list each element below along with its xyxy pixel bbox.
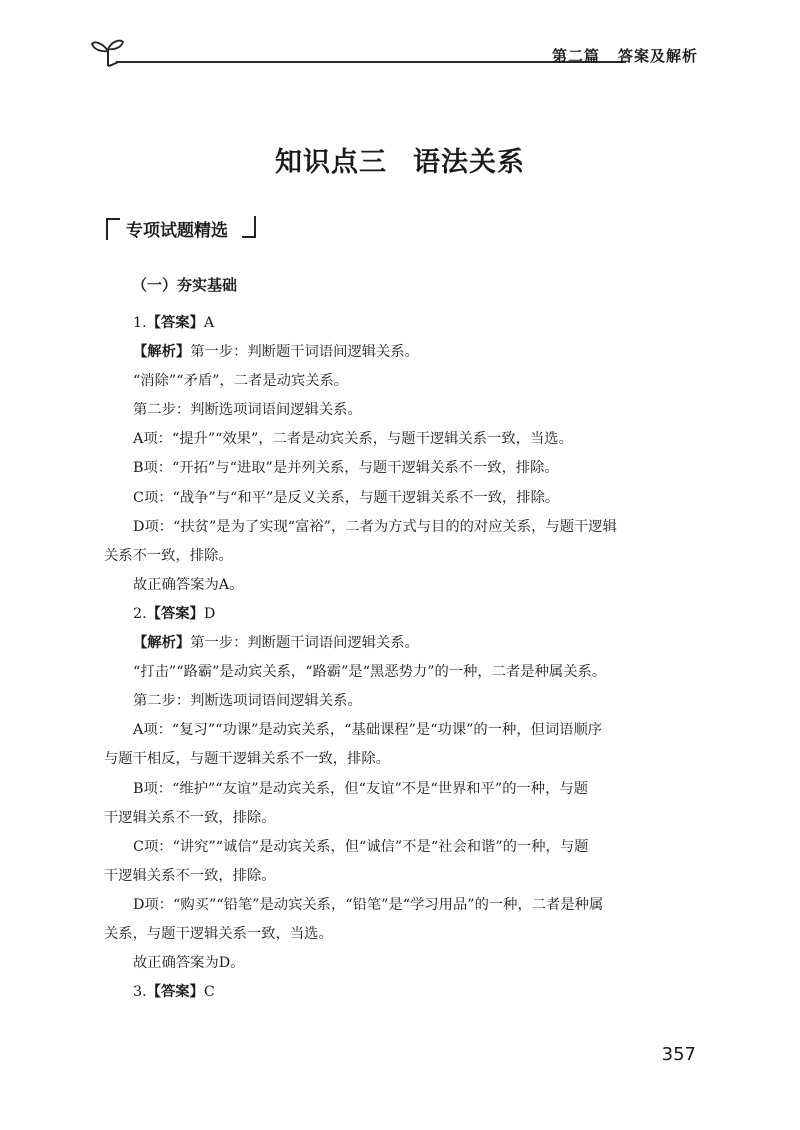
q1-answer <box>104 309 698 338</box>
q1-answer-label: 【答案】 <box>146 315 204 331</box>
q2-step1-text: 第一步：判断题干词语间逻辑关系。 <box>190 635 419 652</box>
q2-answer-label: 【答案】 <box>146 605 204 622</box>
q2-option-c-line2: 干逻辑关系不一致，排除。 <box>104 867 276 884</box>
q2-option-d-line1: D项：“购买”“铅笔”是动宾关系，“铅笔”是“学习用品”的一种，二者是种属 <box>133 896 604 913</box>
q3-answer <box>104 978 698 1007</box>
q1-stem-analysis: “消除”“矛盾”，二者是动宾关系。 <box>133 373 349 390</box>
running-head <box>552 45 698 66</box>
q1-answer-value: A <box>203 315 215 331</box>
q1-conclusion: 故正确答案为A。 <box>133 576 244 593</box>
bracket-right-icon <box>242 216 256 238</box>
q2-option-b-line2: 干逻辑关系不一致，排除。 <box>104 809 276 826</box>
chapter-title-sub: 语法关系 <box>413 147 525 178</box>
q3-answer-value: C <box>203 984 215 1001</box>
q1-option-c: C项：“战争”与“和平”是反义关系，与题干逻辑关系不一致，排除。 <box>133 489 560 506</box>
q1-explanation-step1 <box>104 338 698 367</box>
sprout-icon <box>88 36 128 70</box>
section-heading-text: 专项试题精选 <box>126 221 228 241</box>
q2-option-c-line1: C项：“讲究”“诚信”是动宾关系，但“诚信”不是“社会和谐”的一种，与题 <box>133 838 589 855</box>
q2-answer-value: D <box>203 605 216 622</box>
subsection-heading: （一）夯实基础 <box>132 276 238 294</box>
q2-stem-analysis: “打击”“路霸”是动宾关系，“路霸”是“黑恶势力”的一种，二者是种属关系。 <box>133 664 607 681</box>
running-head-part: 第二篇 <box>551 47 600 65</box>
chapter-title <box>0 140 800 179</box>
q1-number: 1. <box>133 315 147 331</box>
answer-body <box>104 309 698 1007</box>
q1-option-a: A项：“提升”“效果”，二者是动宾关系，与题干逻辑关系一致，当选。 <box>133 431 573 448</box>
q2-conclusion: 故正确答案为D。 <box>133 955 245 972</box>
q2-explanation-step1 <box>104 629 698 658</box>
q2-answer <box>104 600 698 629</box>
q3-answer-label: 【答案】 <box>146 984 204 1001</box>
q3-number: 3. <box>133 984 147 1001</box>
chapter-title-main: 知识点三 <box>275 147 387 178</box>
q2-option-d-line2: 关系，与题干逻辑关系一致，当选。 <box>104 925 333 942</box>
bracket-left-icon <box>106 218 120 240</box>
section-heading <box>106 216 256 241</box>
q2-option-a-line2: 与题干相反，与题干逻辑关系不一致，排除。 <box>104 751 390 768</box>
q2-number: 2. <box>133 605 147 622</box>
header-rule <box>116 61 626 63</box>
q2-explanation-label: 【解析】 <box>133 635 191 652</box>
q2-step2: 第二步：判断选项词语间逻辑关系。 <box>133 693 362 710</box>
q1-option-d-line2: 关系不一致，排除。 <box>104 547 233 564</box>
q1-option-d-line1: D项：“扶贫”是为了实现“富裕”，二者为方式与目的的对应关系，与题干逻辑 <box>133 518 617 535</box>
q1-step2: 第二步：判断选项词语间逻辑关系。 <box>133 402 362 419</box>
running-head-section: 答案及解析 <box>617 47 698 65</box>
q2-option-b-line1: B项：“维护”“友谊”是动宾关系，但“友谊”不是“世界和平”的一种，与题 <box>133 780 588 797</box>
q2-option-a-line1: A项：“复习”“功课”是动宾关系，“基础课程”是“功课”的一种，但词语顺序 <box>133 722 603 739</box>
q1-explanation-label: 【解析】 <box>133 344 191 361</box>
page-number: 357 <box>661 1044 696 1065</box>
page-header <box>88 36 700 76</box>
q1-step1-text: 第一步：判断题干词语间逻辑关系。 <box>190 344 419 361</box>
q1-option-b: B项：“开拓”与“进取”是并列关系，与题干逻辑关系不一致，排除。 <box>133 460 559 477</box>
